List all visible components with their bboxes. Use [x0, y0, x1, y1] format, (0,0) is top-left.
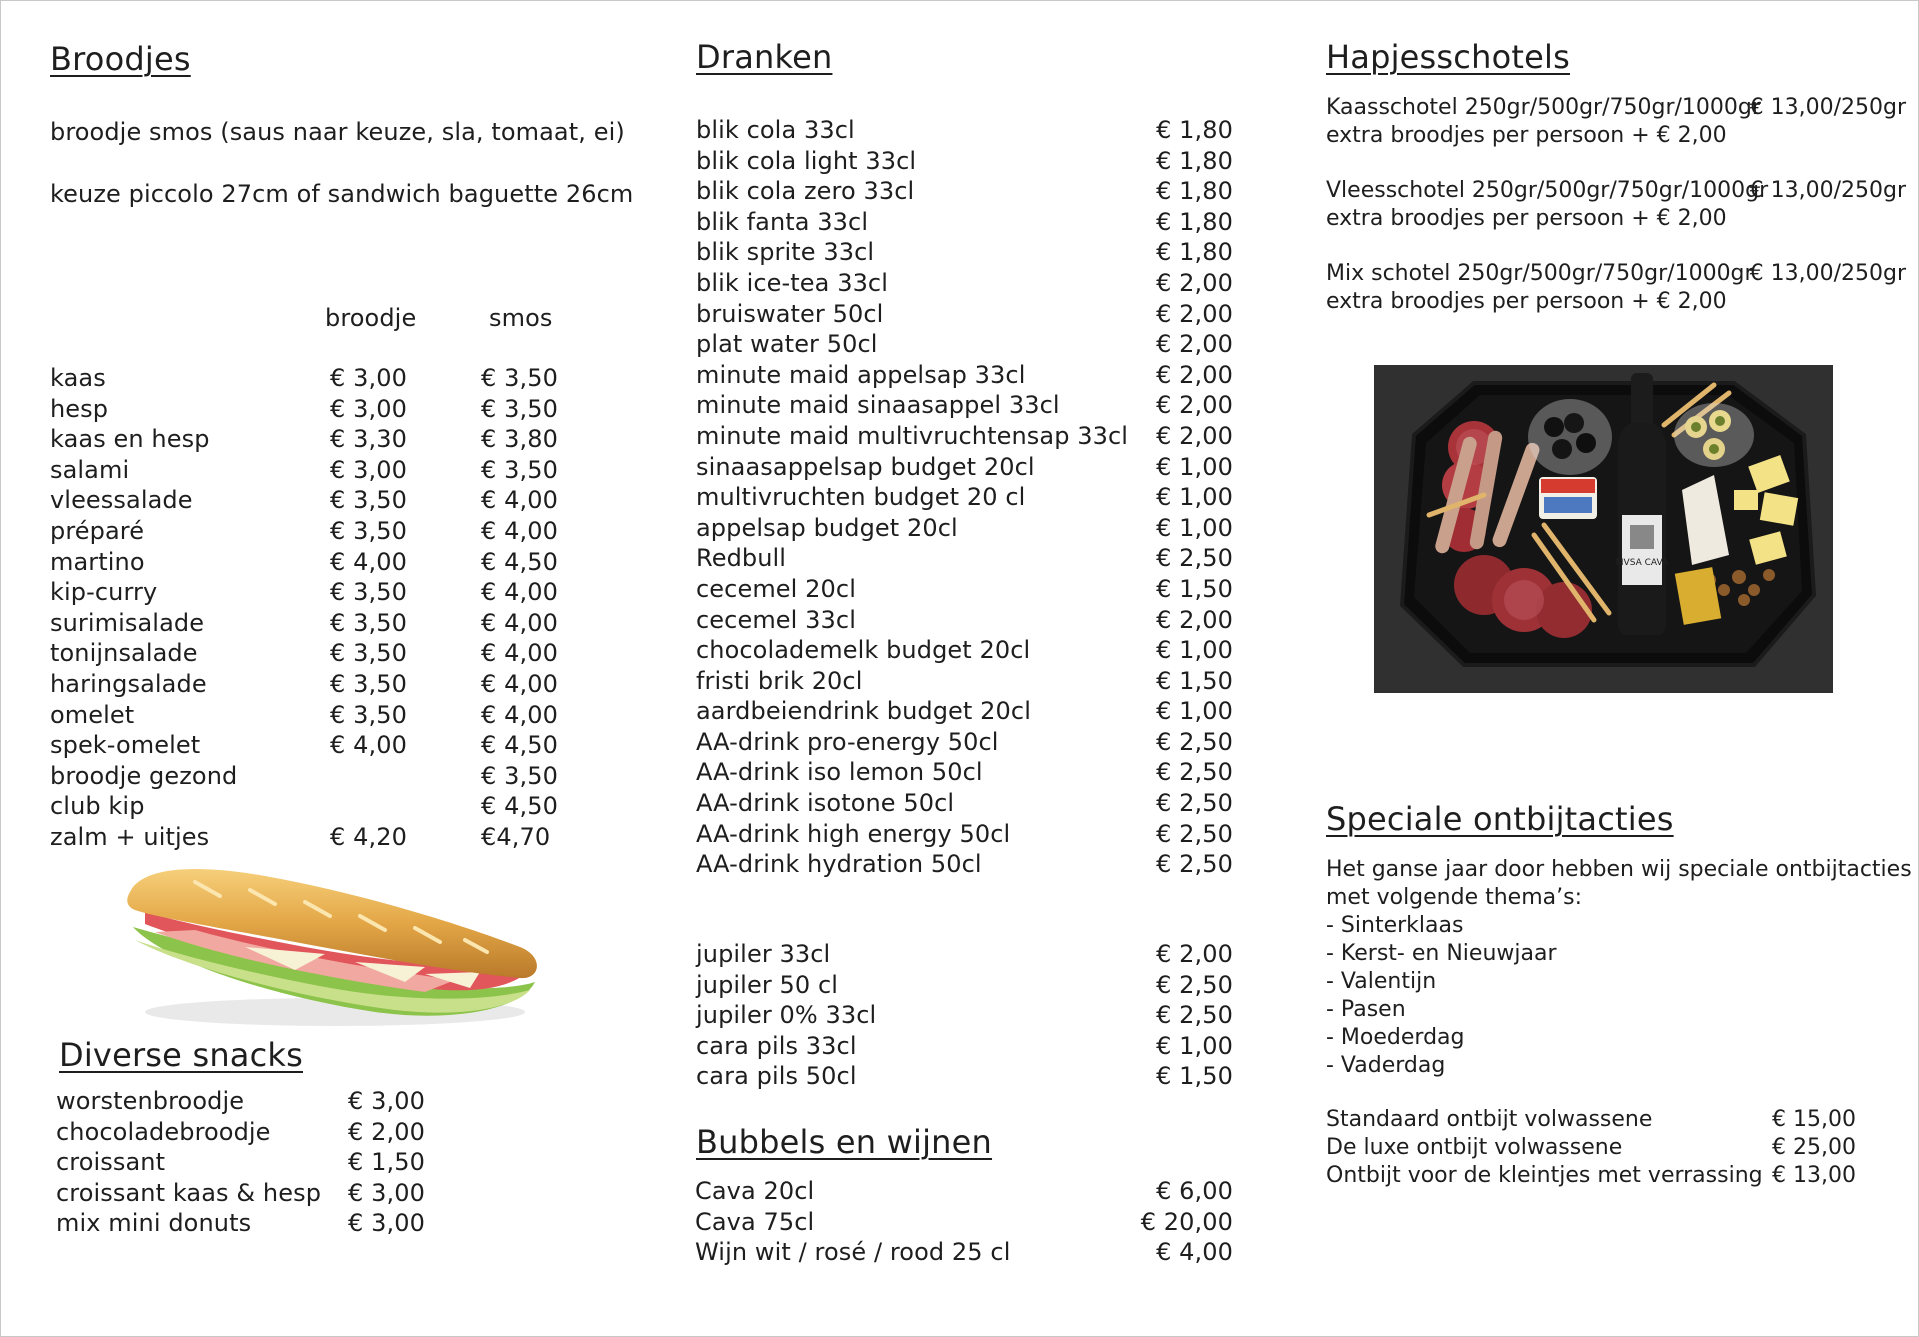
smos-price: € 4,00	[481, 669, 558, 698]
drink-row-name: blik fanta 33cl	[696, 207, 869, 236]
drink-row-name: blik ice-tea 33cl	[696, 268, 889, 297]
beer-row-name: jupiler 33cl	[696, 940, 831, 968]
snack-name: chocoladebroodje	[56, 1117, 271, 1146]
broodje-name: vleessalade	[50, 486, 193, 515]
smos-price: € 3,50	[481, 364, 558, 392]
drink-row-price: € 2,50	[1156, 850, 1233, 879]
drink-row	[696, 606, 1233, 637]
beer-row	[696, 1001, 1233, 1032]
broodje-price: € 4,20	[330, 822, 407, 851]
beer-row	[696, 1062, 1233, 1093]
hapjesschotel-name: Kaasschotel 250gr/500gr/750gr/1000gr	[1326, 95, 1761, 120]
drink-row-price: € 2,00	[1156, 299, 1233, 328]
drink-row-price: € 2,00	[1156, 268, 1233, 297]
beer-row-price: € 2,00	[1156, 940, 1233, 968]
ontbijt-price: € 15,00	[1772, 1107, 1856, 1132]
broodje-row	[50, 425, 570, 456]
wine-row-price: € 20,00	[1140, 1207, 1233, 1236]
beer-row-price: € 2,50	[1156, 970, 1233, 999]
beer-row-name: cara pils 50cl	[696, 1062, 857, 1091]
ontbijt-price: € 25,00	[1772, 1135, 1856, 1160]
hapjes-list	[1326, 95, 1906, 344]
broodje-price: € 3,50	[330, 608, 407, 637]
broodje-name: spek-omelet	[50, 731, 201, 760]
drink-row-price: € 1,00	[1156, 513, 1233, 542]
broodje-name: kaas en hesp	[50, 425, 210, 454]
ontbijt-title: Speciale ontbijtacties	[1326, 800, 1674, 838]
beer-row-name: jupiler 0% 33cl	[696, 1001, 877, 1030]
drink-row-price: € 2,00	[1156, 391, 1233, 420]
ontbijt-theme-item: - Kerst- en Nieuwjaar	[1326, 941, 1557, 966]
dranken-list	[696, 116, 1233, 881]
beer-row	[696, 971, 1233, 1002]
broodje-price: € 3,50	[330, 486, 407, 515]
hapjesschotel-name: Vleesschotel 250gr/500gr/750gr/1000gr	[1326, 178, 1769, 203]
ontbijt-theme-item: - Sinterklaas	[1326, 913, 1464, 938]
drink-row-name: fristi brik 20cl	[696, 666, 863, 695]
drink-row	[696, 728, 1233, 759]
bier-list	[696, 940, 1233, 1093]
smos-price: € 4,00	[481, 516, 558, 545]
drink-row-price: € 1,00	[1156, 452, 1233, 481]
broodje-name: préparé	[50, 516, 145, 545]
hapjesschotel-extra: extra broodjes per persoon + € 2,00	[1326, 123, 1727, 148]
drink-row	[696, 147, 1233, 178]
broodje-row	[50, 517, 570, 548]
smos-price: € 4,50	[481, 731, 558, 760]
snack-row	[56, 1148, 456, 1179]
broodje-price: € 4,00	[330, 731, 407, 760]
broodje-row	[50, 364, 570, 395]
snack-name: croissant	[56, 1148, 166, 1177]
drink-row-name: cecemel 20cl	[696, 574, 856, 603]
drink-row-name: blik sprite 33cl	[696, 238, 875, 267]
broodjes-intro-smos: broodje smos (saus naar keuze, sla, tomaat, ei)	[50, 118, 625, 146]
drink-row	[696, 238, 1233, 269]
drink-row	[696, 483, 1233, 514]
smos-price: €4,70	[481, 822, 551, 851]
wine-row-name: Cava 75cl	[695, 1207, 815, 1236]
ontbijt-theme-item: - Pasen	[1326, 997, 1406, 1022]
drink-row-name: AA-drink high energy 50cl	[696, 819, 1011, 848]
drink-row-price: € 2,00	[1156, 330, 1233, 359]
smos-price: € 3,50	[481, 761, 558, 790]
drink-row-price: € 1,80	[1156, 146, 1233, 175]
beer-row-name: cara pils 33cl	[696, 1031, 857, 1060]
drink-row	[696, 361, 1233, 392]
hapjesschotel-item	[1326, 95, 1906, 178]
wine-row	[695, 1208, 1233, 1239]
broodje-row	[50, 578, 570, 609]
broodjes-title: Broodjes	[50, 40, 191, 78]
sandwich-image	[125, 862, 543, 1034]
drink-row-price: € 1,50	[1156, 666, 1233, 695]
snacks-list	[56, 1087, 456, 1240]
drink-row-price: € 2,50	[1156, 819, 1233, 848]
drink-row-price: € 1,80	[1156, 238, 1233, 267]
broodje-row	[50, 731, 570, 762]
drink-row	[696, 453, 1233, 484]
drink-row-price: € 1,80	[1156, 116, 1233, 144]
drink-row-name: plat water 50cl	[696, 330, 878, 359]
drink-row	[696, 330, 1233, 361]
wine-row	[695, 1177, 1233, 1208]
broodje-name: haringsalade	[50, 669, 207, 698]
broodje-name: kaas	[50, 364, 106, 392]
smos-price: € 4,00	[481, 639, 558, 668]
broodje-price: € 3,00	[330, 364, 407, 392]
drink-row	[696, 116, 1233, 147]
ontbijt-name: Ontbijt voor de kleintjes met verrassing	[1326, 1163, 1763, 1188]
smos-price: € 3,50	[481, 455, 558, 484]
drink-row-name: appelsap budget 20cl	[696, 513, 958, 542]
broodje-price: € 3,50	[330, 669, 407, 698]
dranken-title: Dranken	[696, 38, 833, 76]
broodje-name: salami	[50, 455, 130, 484]
drink-row-name: multivruchten budget 20 cl	[696, 483, 1026, 512]
broodje-name: club kip	[50, 792, 145, 821]
broodje-row	[50, 486, 570, 517]
drink-row-price: € 2,00	[1156, 360, 1233, 389]
snack-name: worstenbroodje	[56, 1087, 245, 1115]
smos-price: € 4,50	[481, 547, 558, 576]
wine-row-price: € 4,00	[1156, 1238, 1233, 1267]
drink-row-price: € 1,00	[1156, 697, 1233, 726]
broodje-column-header: broodje	[325, 304, 417, 332]
broodje-name: martino	[50, 547, 145, 576]
wine-row-name: Wijn wit / rosé / rood 25 cl	[695, 1238, 1011, 1267]
drink-row-price: € 2,50	[1156, 727, 1233, 756]
snack-row	[56, 1087, 456, 1118]
broodje-name: surimisalade	[50, 608, 205, 637]
drink-row	[696, 667, 1233, 698]
ontbijt-row	[1326, 1163, 1856, 1191]
drink-row	[696, 391, 1233, 422]
smos-price: € 4,50	[481, 792, 558, 821]
hapjesschotel-photo	[1374, 365, 1833, 693]
broodjes-intro-keuze: keuze piccolo 27cm of sandwich baguette 26cm	[50, 180, 634, 208]
drink-row-name: AA-drink hydration 50cl	[696, 850, 982, 879]
hapjesschotel-extra: extra broodjes per persoon + € 2,00	[1326, 206, 1727, 231]
drink-row-name: Redbull	[696, 544, 787, 573]
drink-row	[696, 269, 1233, 300]
drink-row-name: bruiswater 50cl	[696, 299, 884, 328]
ontbijt-list	[1326, 1107, 1856, 1191]
drink-row-name: sinaasappelsap budget 20cl	[696, 452, 1035, 481]
broodje-row	[50, 395, 570, 426]
drink-row-price: € 2,00	[1156, 605, 1233, 634]
smos-price: € 3,50	[481, 394, 558, 423]
broodje-price: € 4,00	[330, 547, 407, 576]
ontbijt-theme-item: - Vaderdag	[1326, 1053, 1446, 1078]
wine-row-name: Cava 20cl	[695, 1177, 815, 1205]
ontbijt-name: Standaard ontbijt volwassene	[1326, 1107, 1653, 1132]
beer-row-price: € 1,50	[1156, 1062, 1233, 1091]
snack-price: € 1,50	[348, 1148, 425, 1177]
snacks-title: Diverse snacks	[59, 1036, 304, 1074]
snack-row	[56, 1118, 456, 1149]
ontbijt-row	[1326, 1107, 1856, 1135]
snack-price: € 3,00	[348, 1209, 425, 1238]
drink-row-price: € 1,00	[1156, 636, 1233, 665]
broodje-row	[50, 456, 570, 487]
drink-row-name: cecemel 33cl	[696, 605, 856, 634]
smos-price: € 3,80	[481, 425, 558, 454]
hapjesschotel-price: € 13,00/250gr	[1749, 95, 1906, 120]
drink-row-name: AA-drink iso lemon 50cl	[696, 758, 983, 787]
broodje-price: € 3,50	[330, 639, 407, 668]
broodje-row	[50, 823, 570, 854]
drink-row-price: € 1,50	[1156, 574, 1233, 603]
drink-row-name: blik cola zero 33cl	[696, 177, 915, 206]
broodje-name: hesp	[50, 394, 109, 423]
snack-row	[56, 1179, 456, 1210]
drink-row	[696, 789, 1233, 820]
broodjes-list	[50, 364, 570, 854]
drink-row-name: minute maid multivruchtensap 33cl	[696, 421, 1129, 450]
hapjesschotel-name: Mix schotel 250gr/500gr/750gr/1000gr	[1326, 261, 1754, 286]
hapjesschotel-item	[1326, 261, 1906, 344]
drink-row-price: € 1,00	[1156, 483, 1233, 512]
snack-price: € 2,00	[348, 1117, 425, 1146]
drink-row-price: € 2,00	[1156, 421, 1233, 450]
drink-row-price: € 2,50	[1156, 544, 1233, 573]
broodje-name: kip-curry	[50, 578, 158, 607]
drink-row	[696, 758, 1233, 789]
wine-row-price: € 6,00	[1156, 1177, 1233, 1205]
smos-price: € 4,00	[481, 486, 558, 515]
ontbijt-theme-item: - Moederdag	[1326, 1025, 1465, 1050]
ontbijt-price: € 13,00	[1772, 1163, 1856, 1188]
broodje-price: € 3,50	[330, 578, 407, 607]
drink-row	[696, 514, 1233, 545]
ontbijt-intro-1: Het ganse jaar door hebben wij speciale ontbijtacties	[1326, 857, 1912, 882]
broodje-row	[50, 670, 570, 701]
broodje-row	[50, 609, 570, 640]
drink-row	[696, 697, 1233, 728]
snack-name: mix mini donuts	[56, 1209, 252, 1238]
broodje-row	[50, 792, 570, 823]
drink-row	[696, 300, 1233, 331]
hapjes-title: Hapjesschotels	[1326, 38, 1570, 76]
drink-row-name: AA-drink pro-energy 50cl	[696, 727, 999, 756]
drink-row	[696, 820, 1233, 851]
drink-row-name: blik cola 33cl	[696, 116, 855, 144]
broodje-name: omelet	[50, 700, 135, 729]
snack-price: € 3,00	[348, 1087, 425, 1115]
drink-row-name: AA-drink isotone 50cl	[696, 789, 955, 818]
smos-price: € 4,00	[481, 608, 558, 637]
drink-row-name: minute maid sinaasappel 33cl	[696, 391, 1060, 420]
broodje-name: zalm + uitjes	[50, 822, 210, 851]
drink-row-name: aardbeiendrink budget 20cl	[696, 697, 1031, 726]
broodje-name: broodje gezond	[50, 761, 238, 790]
broodje-row	[50, 639, 570, 670]
broodje-row	[50, 762, 570, 793]
drink-row	[696, 636, 1233, 667]
beer-row	[696, 940, 1233, 971]
hapjesschotel-item	[1326, 178, 1906, 261]
drink-row-name: blik cola light 33cl	[696, 146, 917, 175]
drink-row-price: € 1,80	[1156, 207, 1233, 236]
beer-row-price: € 1,00	[1156, 1031, 1233, 1060]
beer-row-name: jupiler 50 cl	[696, 970, 839, 999]
snack-name: croissant kaas & hesp	[56, 1178, 322, 1207]
drink-row	[696, 422, 1233, 453]
snack-row	[56, 1209, 456, 1240]
drink-row-price: € 2,50	[1156, 789, 1233, 818]
broodje-row	[50, 548, 570, 579]
drink-row	[696, 575, 1233, 606]
drink-row	[696, 177, 1233, 208]
wine-row	[695, 1238, 1233, 1269]
hapjesschotel-extra: extra broodjes per persoon + € 2,00	[1326, 289, 1727, 314]
broodje-price: € 3,00	[330, 394, 407, 423]
hapjesschotel-price: € 13,00/250gr	[1749, 178, 1906, 203]
smos-column-header: smos	[489, 304, 553, 332]
hapjesschotel-price: € 13,00/250gr	[1749, 261, 1906, 286]
drink-row	[696, 208, 1233, 239]
drink-row-price: € 2,50	[1156, 758, 1233, 787]
ontbijt-theme-item: - Valentijn	[1326, 969, 1437, 994]
smos-price: € 4,00	[481, 578, 558, 607]
drink-row	[696, 850, 1233, 881]
beer-row	[696, 1032, 1233, 1063]
beer-row-price: € 2,50	[1156, 1001, 1233, 1030]
drink-row-name: minute maid appelsap 33cl	[696, 360, 1026, 389]
broodje-price: € 3,50	[330, 516, 407, 545]
snack-price: € 3,00	[348, 1178, 425, 1207]
drink-row	[696, 544, 1233, 575]
broodje-price: € 3,00	[330, 455, 407, 484]
broodje-price: € 3,50	[330, 700, 407, 729]
bubbels-list	[695, 1177, 1233, 1269]
cava-bottle-label: MVSA CAVA	[1615, 558, 1669, 568]
ontbijt-intro-2: met volgende thema’s:	[1326, 885, 1582, 910]
broodje-name: tonijnsalade	[50, 639, 198, 668]
broodje-price: € 3,30	[330, 425, 407, 454]
ontbijt-themes	[1326, 913, 1557, 1081]
bubbels-title: Bubbels en wijnen	[696, 1123, 993, 1161]
ontbijt-row	[1326, 1135, 1856, 1163]
ontbijt-name: De luxe ontbijt volwassene	[1326, 1135, 1623, 1160]
broodje-row	[50, 701, 570, 732]
drink-row-price: € 1,80	[1156, 177, 1233, 206]
drink-row-name: chocolademelk budget 20cl	[696, 636, 1031, 665]
smos-price: € 4,00	[481, 700, 558, 729]
